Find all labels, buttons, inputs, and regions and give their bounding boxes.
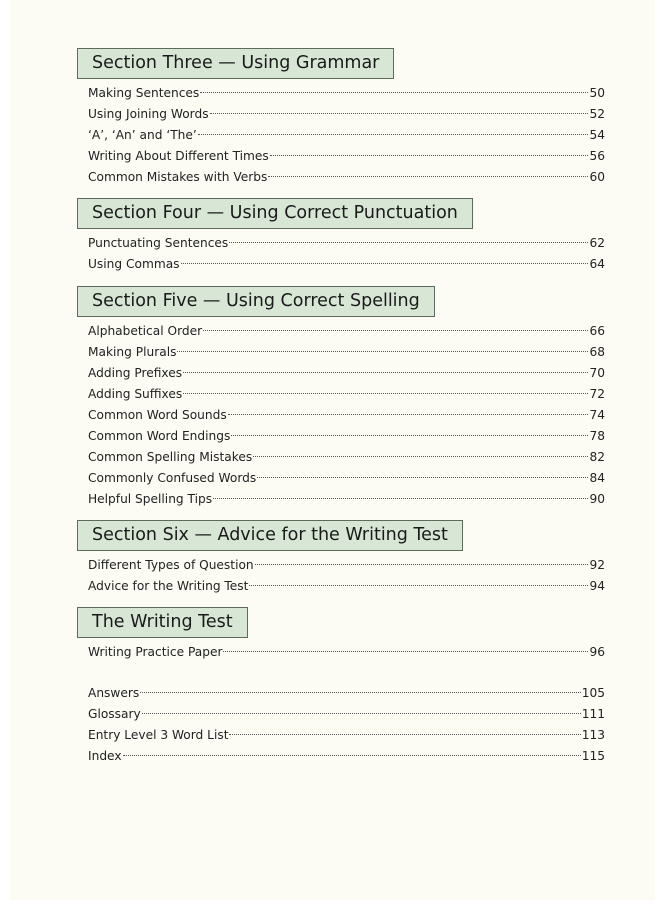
dot-leader (181, 263, 589, 264)
entry-page-number: 111 (581, 707, 605, 721)
toc-entry[interactable] (77, 746, 605, 767)
toc-entry[interactable] (77, 405, 605, 426)
entry-label: Entry Level 3 Word List (88, 728, 229, 742)
entry-label: Different Types of Question (88, 558, 254, 572)
entry-label: Adding Suffixes (88, 387, 183, 401)
entry-page-number: 64 (589, 257, 605, 271)
dot-leader (203, 330, 588, 331)
toc-entry[interactable] (77, 576, 605, 597)
toc-entry[interactable] (77, 167, 605, 188)
entry-page-number: 54 (589, 128, 605, 142)
toc-entry[interactable] (77, 254, 605, 275)
entry-page-number: 96 (589, 645, 605, 659)
entry-page-number: 82 (589, 450, 605, 464)
section-three (77, 48, 605, 188)
toc-entry[interactable] (77, 725, 605, 746)
entry-page-number: 70 (589, 366, 605, 380)
toc-entry[interactable] (77, 342, 605, 363)
entry-label: Answers (88, 686, 140, 700)
dot-leader (255, 564, 589, 565)
entry-page-number: 74 (589, 408, 605, 422)
toc-entry[interactable] (77, 704, 605, 725)
dot-leader (198, 134, 589, 135)
toc-entry[interactable] (77, 321, 605, 342)
toc-entry[interactable] (77, 104, 605, 125)
entry-label: ‘A’, ‘An’ and ‘The’ (88, 128, 197, 142)
entry-page-number: 62 (589, 236, 605, 250)
entry-page-number: 72 (589, 387, 605, 401)
section-header: Section Four — Using Correct Punctuation (77, 198, 473, 229)
dot-leader (123, 755, 581, 756)
entry-page-number: 78 (589, 429, 605, 443)
toc-entry[interactable] (77, 125, 605, 146)
entry-label: Writing Practice Paper (88, 645, 223, 659)
entry-page-number: 105 (581, 686, 605, 700)
toc-entry[interactable] (77, 683, 605, 704)
toc-entry[interactable] (77, 426, 605, 447)
toc-entry[interactable] (77, 146, 605, 167)
dot-leader (249, 585, 588, 586)
entry-label: Making Sentences (88, 86, 200, 100)
dot-leader (142, 713, 581, 714)
entry-label: Common Mistakes with Verbs (88, 170, 268, 184)
entry-page-number: 115 (581, 749, 605, 763)
contents-page (10, 0, 655, 900)
entry-label: Adding Prefixes (88, 366, 183, 380)
toc-entry[interactable] (77, 468, 605, 489)
section-header: Section Three — Using Grammar (77, 48, 394, 79)
section-header: Section Six — Advice for the Writing Test (77, 520, 463, 551)
toc-entry[interactable] (77, 233, 605, 254)
entry-label: Glossary (88, 707, 141, 721)
entry-page-number: 66 (589, 324, 605, 338)
toc-entry[interactable] (77, 489, 605, 510)
dot-leader (229, 734, 580, 735)
section-four (77, 198, 605, 275)
entry-page-number: 60 (589, 170, 605, 184)
dot-leader (213, 498, 588, 499)
entry-label: Commonly Confused Words (88, 471, 257, 485)
section-header: Section Five — Using Correct Spelling (77, 286, 435, 317)
entry-page-number: 92 (589, 558, 605, 572)
dot-leader (231, 435, 588, 436)
toc-entry[interactable] (77, 555, 605, 576)
entry-label: Writing About Different Times (88, 149, 269, 163)
dot-leader (228, 414, 589, 415)
entry-label: Helpful Spelling Tips (88, 492, 213, 506)
back-matter (77, 683, 605, 767)
dot-leader (140, 692, 580, 693)
section-header: The Writing Test (77, 607, 248, 638)
entry-label: Common Word Sounds (88, 408, 227, 422)
dot-leader (210, 113, 589, 114)
entry-label: Common Word Endings (88, 429, 231, 443)
entry-label: Alphabetical Order (88, 324, 203, 338)
entry-page-number: 94 (589, 579, 605, 593)
entry-label: Punctuating Sentences (88, 236, 229, 250)
entry-page-number: 56 (589, 149, 605, 163)
entry-page-number: 52 (589, 107, 605, 121)
entry-label: Using Joining Words (88, 107, 209, 121)
dot-leader (177, 351, 588, 352)
entry-page-number: 113 (581, 728, 605, 742)
dot-leader (223, 651, 588, 652)
section-six (77, 520, 605, 597)
dot-leader (200, 92, 588, 93)
dot-leader (268, 176, 588, 177)
entry-label: Index (88, 749, 122, 763)
toc-entry[interactable] (77, 384, 605, 405)
toc-entry[interactable] (77, 642, 605, 663)
entry-page-number: 90 (589, 492, 605, 506)
entry-page-number: 84 (589, 471, 605, 485)
dot-leader (229, 242, 588, 243)
toc-entry[interactable] (77, 447, 605, 468)
dot-leader (270, 155, 589, 156)
entry-label: Using Commas (88, 257, 180, 271)
dot-leader (253, 456, 588, 457)
dot-leader (183, 372, 588, 373)
section-five (77, 286, 605, 510)
toc-entry[interactable] (77, 83, 605, 104)
toc-entry[interactable] (77, 363, 605, 384)
entry-page-number: 68 (589, 345, 605, 359)
dot-leader (257, 477, 588, 478)
entry-label: Common Spelling Mistakes (88, 450, 253, 464)
entry-label: Advice for the Writing Test (88, 579, 249, 593)
dot-leader (183, 393, 588, 394)
entry-label: Making Plurals (88, 345, 177, 359)
entry-page-number: 50 (589, 86, 605, 100)
section-writing-test (77, 607, 605, 663)
